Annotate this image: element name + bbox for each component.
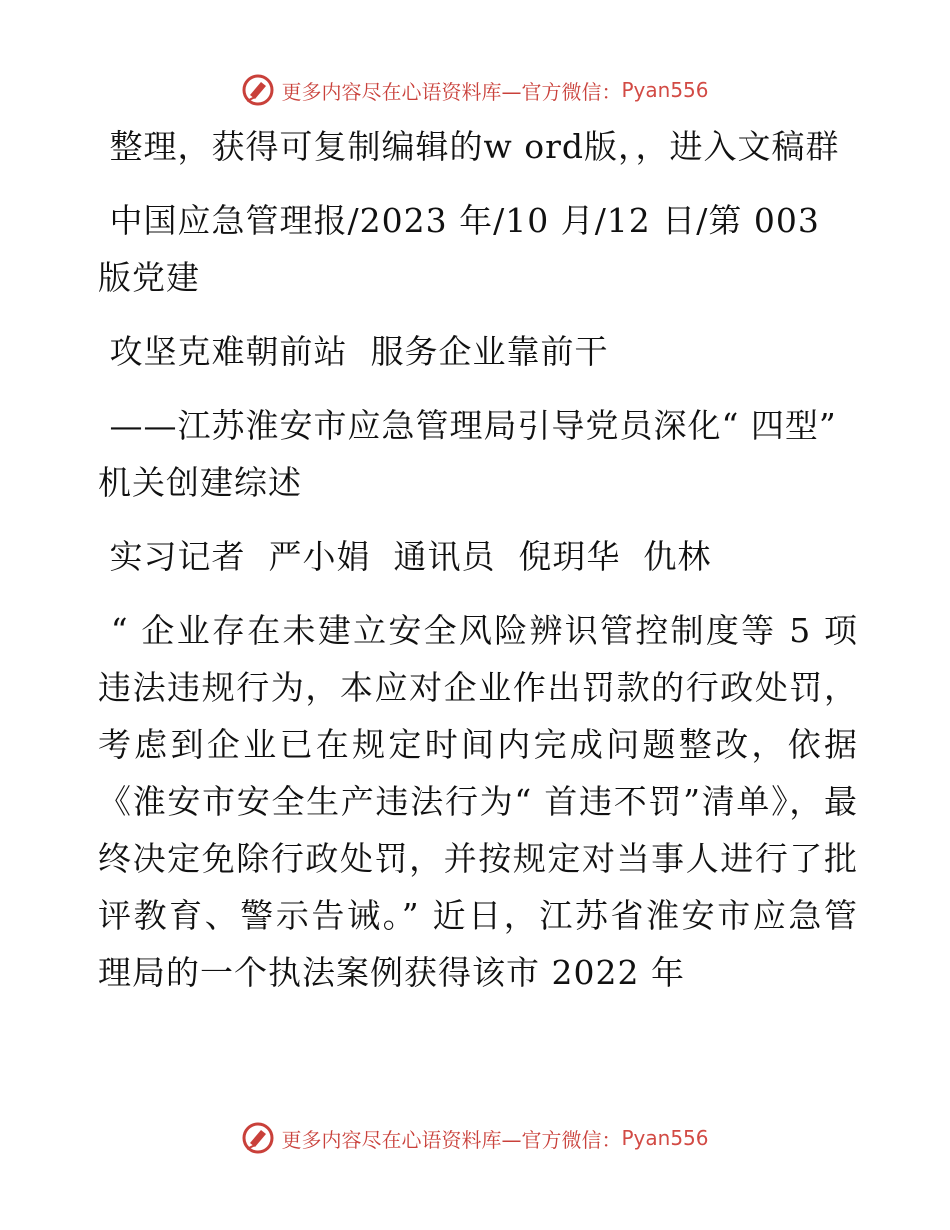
- seal-logo-icon: [241, 73, 275, 107]
- seal-logo-icon: [241, 1121, 275, 1155]
- watermark-handle: Pyan556: [621, 1126, 709, 1150]
- watermark-text: 更多内容尽在心语资料库—官方微信：: [281, 79, 622, 104]
- article-subtitle: ——江苏淮安市应急管理局引导党员深化“ 四型” 机关创建综述: [98, 406, 849, 502]
- byline: 实习记者 严小娟 通讯员 倪玥华 仇林: [98, 537, 712, 576]
- header-watermark: [0, 70, 950, 110]
- footer-watermark: [0, 1118, 950, 1158]
- body-paragraph: “ 企业存在未建立安全风险辨识管控制度等 5 项违法违规行为，本应对企业作出罚款的行政处罚，考虑到企业已在规定时间内完成问题整改，依据《淮安市安全生产违法行为“ 首违不罚”清单》，最终决定免除行政处罚，并按规定对当事人进行了批评教育、警示告诫。” 近日，江苏省淮安市应急管理局的一个执法案例获得该市 2022 年: [98, 611, 858, 992]
- note-paragraph: 整理，获得可复制编辑的w ord版，，进入文稿群: [98, 127, 840, 166]
- article-title: 攻坚克难朝前站 服务企业靠前干: [98, 332, 609, 371]
- source-line: 中国应急管理报/2023 年/10 月/12 日/第 003 版党建: [98, 201, 832, 297]
- watermark-text: 更多内容尽在心语资料库—官方微信：: [281, 1127, 622, 1152]
- document-body: [98, 118, 858, 1001]
- watermark-handle: Pyan556: [621, 78, 709, 102]
